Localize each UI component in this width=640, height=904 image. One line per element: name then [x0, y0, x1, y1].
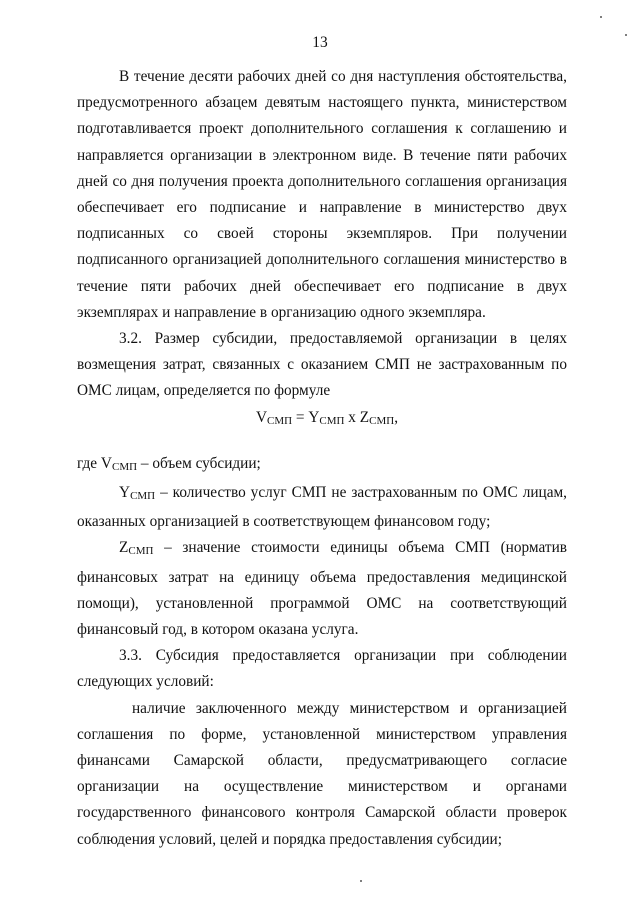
- subsidy-formula: $V_{СМП} = Y_{СМП}$ x $Z_{СМП}$,: [255, 408, 399, 427]
- page-number: 13: [312, 34, 328, 51]
- definition-y: $Y_{СМП}$ – количество услуг СМП не застрахованным по ОМС лицам, оказанных организацией в соответствующем финансовом году;: [77, 484, 567, 531]
- definition-v: где $V_{СМП}$ – объем субсидии;: [77, 454, 261, 473]
- scan-speck: [600, 16, 602, 18]
- document-body: [77, 64, 567, 853]
- paragraph-additional-agreement: В течение десяти рабочих дней со дня наступления обстоятельства, предусмотренного абзацем девятым настоящего пункта, министерством подготавливается проект дополнительного соглашения к соглашению и направляется организации в электронном виде. В течение пяти рабочих дней со дня получения проекта дополнительного соглашения организация обеспечивает его подписание и направление в министерство двух подписанных со своей стороны экземпляров. При получении подписанного организацией дополнительного соглашения министерство в течение пяти рабочих дней обеспечивает его подписание в двух экземплярах и направление в организацию одного экземпляра.: [77, 68, 567, 321]
- paragraph-agreement-condition: наличие заключенного между министерством и организацией соглашения по форме, установленной министерством управления финансами Самарской области, предусматривающего согласие организации на осуществление министерством и органами государственного финансового контроля Самарской области проверок соблюдения условий, целей и порядка предоставления субсидии;: [77, 699, 567, 848]
- paragraph-3-3: 3.3. Субсидия предоставляется организации при соблюдении следующих условий:: [77, 647, 567, 691]
- scan-speck: [625, 34, 627, 36]
- scan-speck: [360, 880, 362, 882]
- definition-z: $Z_{СМП}$ – значение стоимости единицы объема СМП (норматив финансовых затрат на единицу объема предоставления медицинской помощи), установленной программой ОМС на соответствующий финансовый год, в котором оказана услуга.: [77, 539, 567, 639]
- paragraph-3-2: 3.2. Размер субсидии, предоставляемой организации в целях возмещения затрат, связанных с оказанием СМП не застрахованным по ОМС лицам, определяется по формуле: [77, 330, 567, 400]
